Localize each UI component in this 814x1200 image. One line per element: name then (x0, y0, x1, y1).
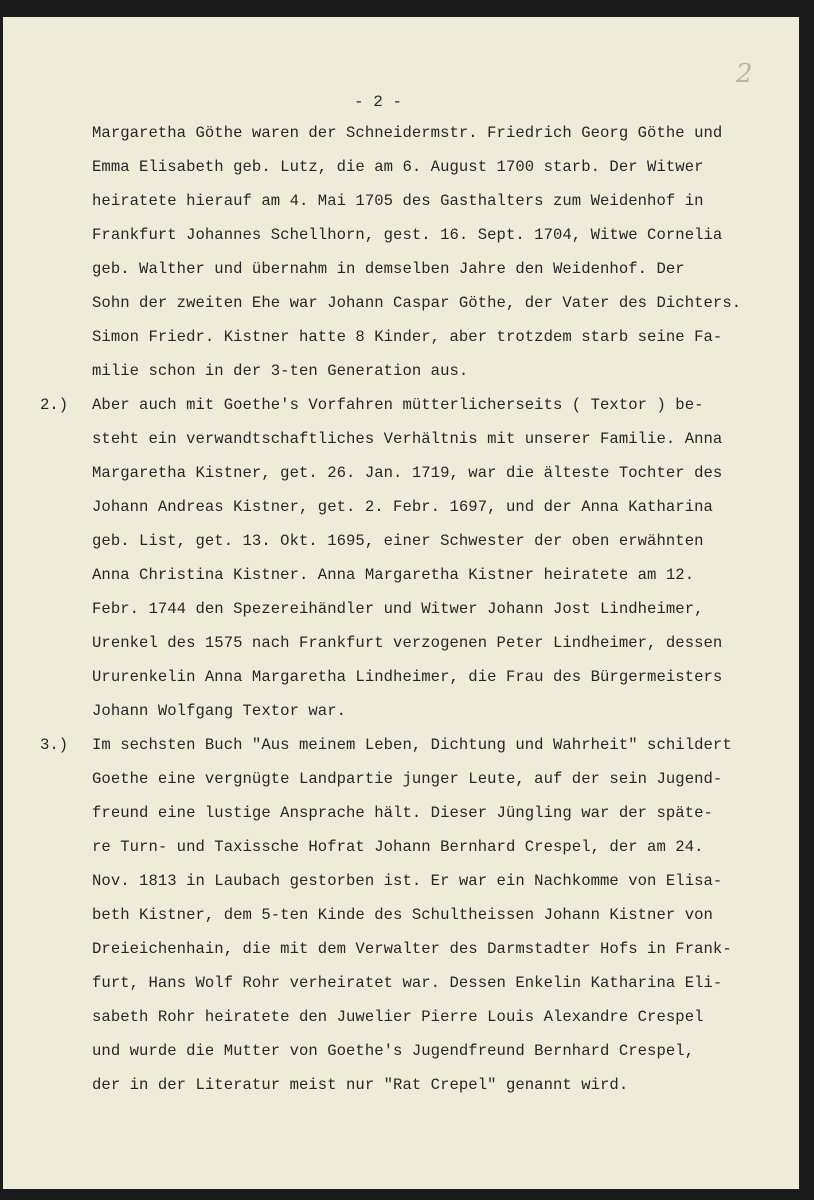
text-line: sabeth Rohr heiratete den Juwelier Pierre Louis Alexandre Crespel (92, 1008, 704, 1026)
paragraph-number: 3.) (40, 736, 69, 754)
text-line: heiratete hierauf am 4. Mai 1705 des Gasthalters zum Weidenhof in (92, 192, 704, 210)
text-line: der in der Literatur meist nur "Rat Crepel" genannt wird. (92, 1076, 629, 1094)
page-number: - 2 - (353, 93, 402, 111)
text-line: Dreieichenhain, die mit dem Verwalter des Darmstadter Hofs in Frank- (92, 940, 732, 958)
text-line: Johann Andreas Kistner, get. 2. Febr. 1697, und der Anna Katharina (92, 498, 713, 516)
text-line: milie schon in der 3-ten Generation aus. (92, 362, 469, 380)
document-page (3, 17, 799, 1189)
text-line: Ururenkelin Anna Margaretha Lindheimer, die Frau des Bürgermeisters (92, 668, 723, 686)
paragraph-number: 2.) (40, 396, 69, 414)
text-line: Goethe eine vergnügte Landpartie junger Leute, auf der sein Jugend- (92, 770, 723, 788)
text-line: Simon Friedr. Kistner hatte 8 Kinder, aber trotzdem starb seine Fa- (92, 328, 723, 346)
text-line: Emma Elisabeth geb. Lutz, die am 6. August 1700 starb. Der Witwer (92, 158, 704, 176)
text-line: Aber auch mit Goethe's Vorfahren mütterlicherseits ( Textor ) be- (92, 396, 704, 414)
text-line: freund eine lustige Ansprache hält. Dieser Jüngling war der späte- (92, 804, 713, 822)
text-line: Sohn der zweiten Ehe war Johann Caspar Göthe, der Vater des Dichters. (92, 294, 742, 312)
text-line: re Turn- und Taxissche Hofrat Johann Bernhard Crespel, der am 24. (92, 838, 704, 856)
text-line: Anna Christina Kistner. Anna Margaretha Kistner heiratete am 12. (92, 566, 695, 584)
text-line: Frankfurt Johannes Schellhorn, gest. 16. Sept. 1704, Witwe Cornelia (92, 226, 723, 244)
text-line: Urenkel des 1575 nach Frankfurt verzogenen Peter Lindheimer, dessen (92, 634, 723, 652)
text-line: Johann Wolfgang Textor war. (92, 702, 347, 720)
text-line: Im sechsten Buch "Aus meinem Leben, Dichtung und Wahrheit" schildert (92, 736, 732, 754)
text-line: Nov. 1813 in Laubach gestorben ist. Er war ein Nachkomme von Elisa- (92, 872, 723, 890)
text-line: furt, Hans Wolf Rohr verheiratet war. Dessen Enkelin Katharina Eli- (92, 974, 723, 992)
text-line: Febr. 1744 den Spezereihändler und Witwer Johann Jost Lindheimer, (92, 600, 704, 618)
pencil-page-number: 2 (736, 59, 753, 89)
text-line: Margaretha Göthe waren der Schneidermstr. Friedrich Georg Göthe und (92, 124, 723, 142)
text-line: Margaretha Kistner, get. 26. Jan. 1719, war die älteste Tochter des (92, 464, 723, 482)
text-line: und wurde die Mutter von Goethe's Jugendfreund Bernhard Crespel, (92, 1042, 695, 1060)
text-line: geb. Walther und übernahm in demselben Jahre den Weidenhof. Der (92, 260, 685, 278)
text-line: steht ein verwandtschaftliches Verhältnis mit unserer Familie. Anna (92, 430, 723, 448)
text-line: beth Kistner, dem 5-ten Kinde des Schultheissen Johann Kistner von (92, 906, 713, 924)
text-line: geb. List, get. 13. Okt. 1695, einer Schwester der oben erwähnten (92, 532, 704, 550)
